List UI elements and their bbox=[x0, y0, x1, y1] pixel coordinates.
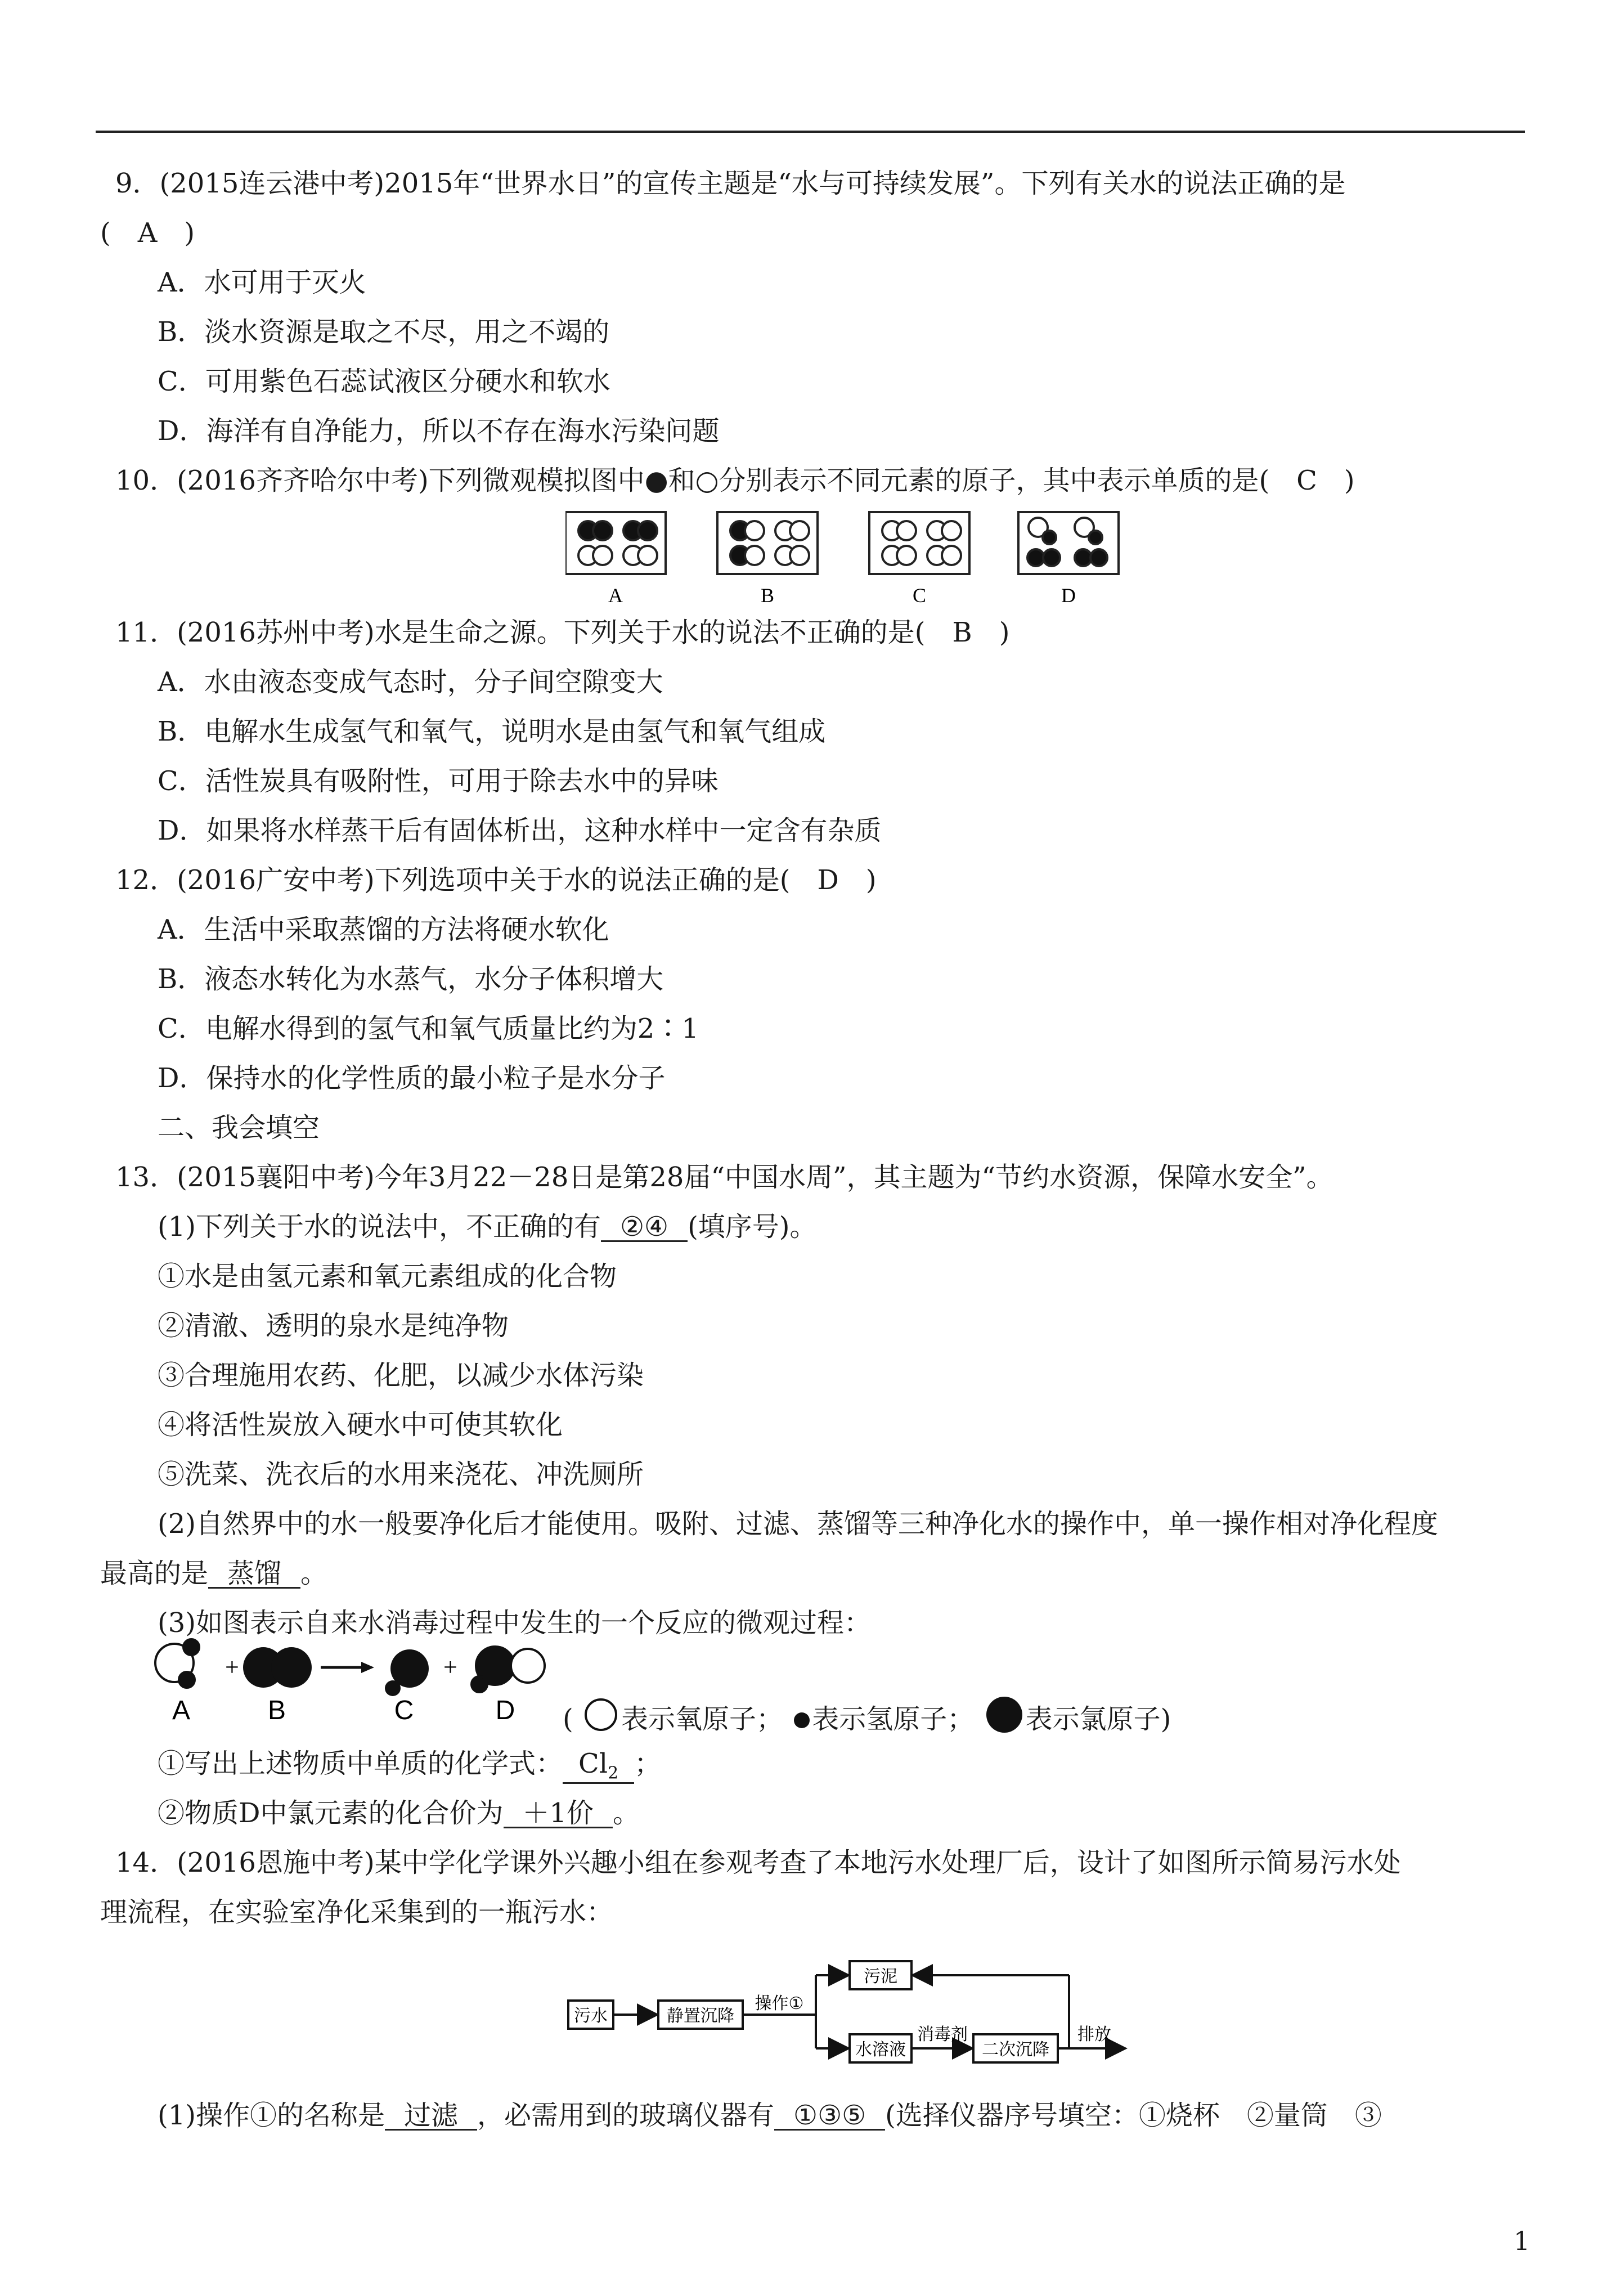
q13-part2-line1: (2)自然界中的水一般要净化后才能使用。吸附、过滤、蒸馏等三种净化水的操作中，单一操作相对净化程度 bbox=[158, 1508, 1438, 1540]
plus-sign-2: + bbox=[443, 1653, 457, 1681]
q13-molecule-b bbox=[243, 1647, 312, 1688]
q14-part1-answer1: 过滤 bbox=[385, 2102, 477, 2131]
q12-option-b: B．液态水转化为水蒸气，水分子体积增大 bbox=[158, 963, 664, 995]
q14-part1-answer2: ①③⑤ bbox=[774, 2102, 885, 2131]
q14-part1 bbox=[158, 2102, 1382, 2131]
q11-option-a: A．水由液态变成气态时，分子间空隙变大 bbox=[158, 666, 663, 698]
q13-part2-suffix: 。 bbox=[300, 1558, 328, 1589]
q14-stem-line2: 理流程，在实验室净化采集到的一瓶污水： bbox=[100, 1896, 614, 1928]
q13-item-2: ②清澈、透明的泉水是纯净物 bbox=[158, 1310, 509, 1342]
q13-label-b: B bbox=[267, 1696, 286, 1725]
q12-option-a: A．生活中采取蒸馏的方法将硬水软化 bbox=[158, 914, 609, 945]
q13-sub2-prompt: ②物质D中氯元素的化合价为 bbox=[158, 1797, 504, 1829]
q13-sub1-answer bbox=[563, 1750, 634, 1784]
q13-part3-prompt: (3)如图表示自来水消毒过程中发生的一个反应的微观过程： bbox=[158, 1607, 871, 1639]
q13-molecule-a bbox=[155, 1639, 199, 1688]
q13-part1-prompt: (1)下列关于水的说法中，不正确的有 bbox=[158, 1211, 601, 1243]
q14-flow-diagram bbox=[563, 1953, 1131, 2071]
q10-label-c: C bbox=[912, 584, 927, 607]
q10-box-a-atoms bbox=[578, 521, 657, 565]
q13-sub1-answer-subscript: 2 bbox=[608, 1763, 619, 1783]
q14-part1-prompt: (1)操作①的名称是 bbox=[158, 2100, 385, 2131]
q13-part1 bbox=[158, 1213, 817, 1242]
q13-sub2-suffix: 。 bbox=[613, 1797, 640, 1829]
q11-option-b: B．电解水生成氢气和氧气，说明水是由氢气和氧气组成 bbox=[158, 716, 826, 747]
hydrogen-atom-icon bbox=[792, 1708, 812, 1730]
flow-sludge-label: 污泥 bbox=[864, 1967, 897, 1986]
q10-molecule-figure bbox=[565, 509, 1128, 611]
q13-sub1-suffix: ； bbox=[634, 1748, 662, 1779]
q10-box-b-atoms bbox=[730, 521, 809, 565]
q10-label-b: B bbox=[760, 584, 775, 607]
q9-option-a: A．水可用于灭火 bbox=[158, 267, 366, 298]
plus-sign-1: + bbox=[225, 1653, 239, 1681]
q12-option-c: C．电解水得到的氢气和氧气质量比约为2∶1 bbox=[158, 1013, 699, 1044]
q13-item-1: ①水是由氢元素和氧元素组成的化合物 bbox=[158, 1261, 617, 1292]
q13-sub2-answer: ＋1价 bbox=[504, 1800, 613, 1828]
q10-stem: 10．(2016齐齐哈尔中考)下列微观模拟图中●和○分别表示不同元素的原子，其中表示单质的是( C ) bbox=[115, 465, 1355, 496]
header-rule bbox=[96, 131, 1525, 133]
q13-stem: 13．(2015襄阳中考)今年3月22－28日是第28届“中国水周”，其主题为“节约水资源，保障水安全”。 bbox=[115, 1162, 1333, 1193]
q9-option-b: B．淡水资源是取之不尽，用之不竭的 bbox=[158, 316, 610, 348]
q11-option-c: C．活性炭具有吸附性，可用于除去水中的异味 bbox=[158, 765, 719, 797]
flow-op-label: 操作① bbox=[755, 1994, 804, 2014]
legend-chlorine: 表示氯原子) bbox=[1025, 1703, 1171, 1735]
q13-molecule-d bbox=[472, 1647, 545, 1692]
reaction-arrow bbox=[321, 1662, 374, 1673]
q10-box-c-atoms bbox=[882, 521, 961, 565]
q14-part1-suffix: (选择仪器序号填空：①烧杯 ②量筒 ③ bbox=[885, 2100, 1382, 2131]
q13-sub1 bbox=[158, 1750, 661, 1784]
q13-molecule-c bbox=[385, 1649, 429, 1696]
q9-answer: ( A ) bbox=[100, 217, 195, 249]
q12-stem: 12．(2016广安中考)下列选项中关于水的说法正确的是( D ) bbox=[115, 864, 877, 896]
q11-option-d: D．如果将水样蒸干后有固体析出，这种水样中一定含有杂质 bbox=[158, 815, 882, 846]
flow-settle-label: 静置沉降 bbox=[667, 2006, 734, 2026]
legend-oxygen: 表示氧原子； bbox=[621, 1703, 784, 1735]
q13-part1-answer: ②④ bbox=[601, 1213, 688, 1242]
chlorine-atom-icon bbox=[983, 1697, 1026, 1734]
q13-label-a: A bbox=[172, 1696, 191, 1725]
q10-label-d: D bbox=[1061, 584, 1076, 607]
q13-label-c: C bbox=[394, 1696, 414, 1725]
page-number: 1 bbox=[1514, 2226, 1530, 2256]
q10-label-a: A bbox=[608, 584, 623, 607]
q13-item-3: ③合理施用农药、化肥，以减少水体污染 bbox=[158, 1360, 644, 1391]
flow-settle2-label: 二次沉降 bbox=[982, 2040, 1049, 2060]
q12-option-d: D．保持水的化学性质的最小粒子是水分子 bbox=[158, 1062, 666, 1094]
q14-stem-line1: 14．(2016恩施中考)某中学化学课外兴趣小组在参观考查了本地污水处理厂后，设计了如图所示简易污水处 bbox=[115, 1847, 1401, 1878]
q13-part2-line2 bbox=[100, 1560, 327, 1589]
legend-open-paren: ( bbox=[563, 1703, 573, 1735]
legend-hydrogen: 表示氢原子； bbox=[812, 1703, 975, 1735]
q9-stem: 9．(2015连云港中考)2015年“世界水日”的宣传主题是“水与可持续发展”。下列有关水的说法正确的是 bbox=[115, 168, 1346, 199]
q9-option-c: C．可用紫色石蕊试液区分硬水和软水 bbox=[158, 366, 610, 397]
q13-part2-prompt: 最高的是 bbox=[100, 1558, 209, 1589]
flow-disinfectant-label: 消毒剂 bbox=[917, 2025, 968, 2044]
section-heading: 二、我会填空 bbox=[158, 1112, 320, 1143]
flow-sewage-label: 污水 bbox=[574, 2006, 608, 2026]
q13-item-4: ④将活性炭放入硬水中可使其软化 bbox=[158, 1409, 563, 1441]
q10-box-d-atoms bbox=[1027, 518, 1107, 566]
q13-label-d: D bbox=[495, 1696, 515, 1725]
q13-sub1-answer-symbol: Cl bbox=[578, 1748, 608, 1779]
q13-part1-suffix: (填序号)。 bbox=[688, 1211, 817, 1243]
q13-item-5: ⑤洗菜、洗衣后的水用来浇花、冲洗厕所 bbox=[158, 1459, 644, 1490]
q13-sub2 bbox=[158, 1797, 640, 1829]
flow-solution-label: 水溶液 bbox=[855, 2040, 906, 2060]
q14-part1-mid: ，必需用到的玻璃仪器有 bbox=[477, 2100, 775, 2131]
oxygen-atom-icon bbox=[582, 1698, 621, 1733]
q11-stem: 11．(2016苏州中考)水是生命之源。下列关于水的说法不正确的是( B ) bbox=[115, 617, 1010, 648]
q13-sub1-prompt: ①写出上述物质中单质的化学式： bbox=[158, 1748, 563, 1779]
q13-legend bbox=[563, 1697, 1171, 1736]
q9-option-d: D．海洋有自净能力，所以不存在海水污染问题 bbox=[158, 415, 720, 447]
flow-discharge-label: 排放 bbox=[1077, 2025, 1111, 2044]
q13-part2-answer: 蒸馏 bbox=[208, 1560, 300, 1589]
